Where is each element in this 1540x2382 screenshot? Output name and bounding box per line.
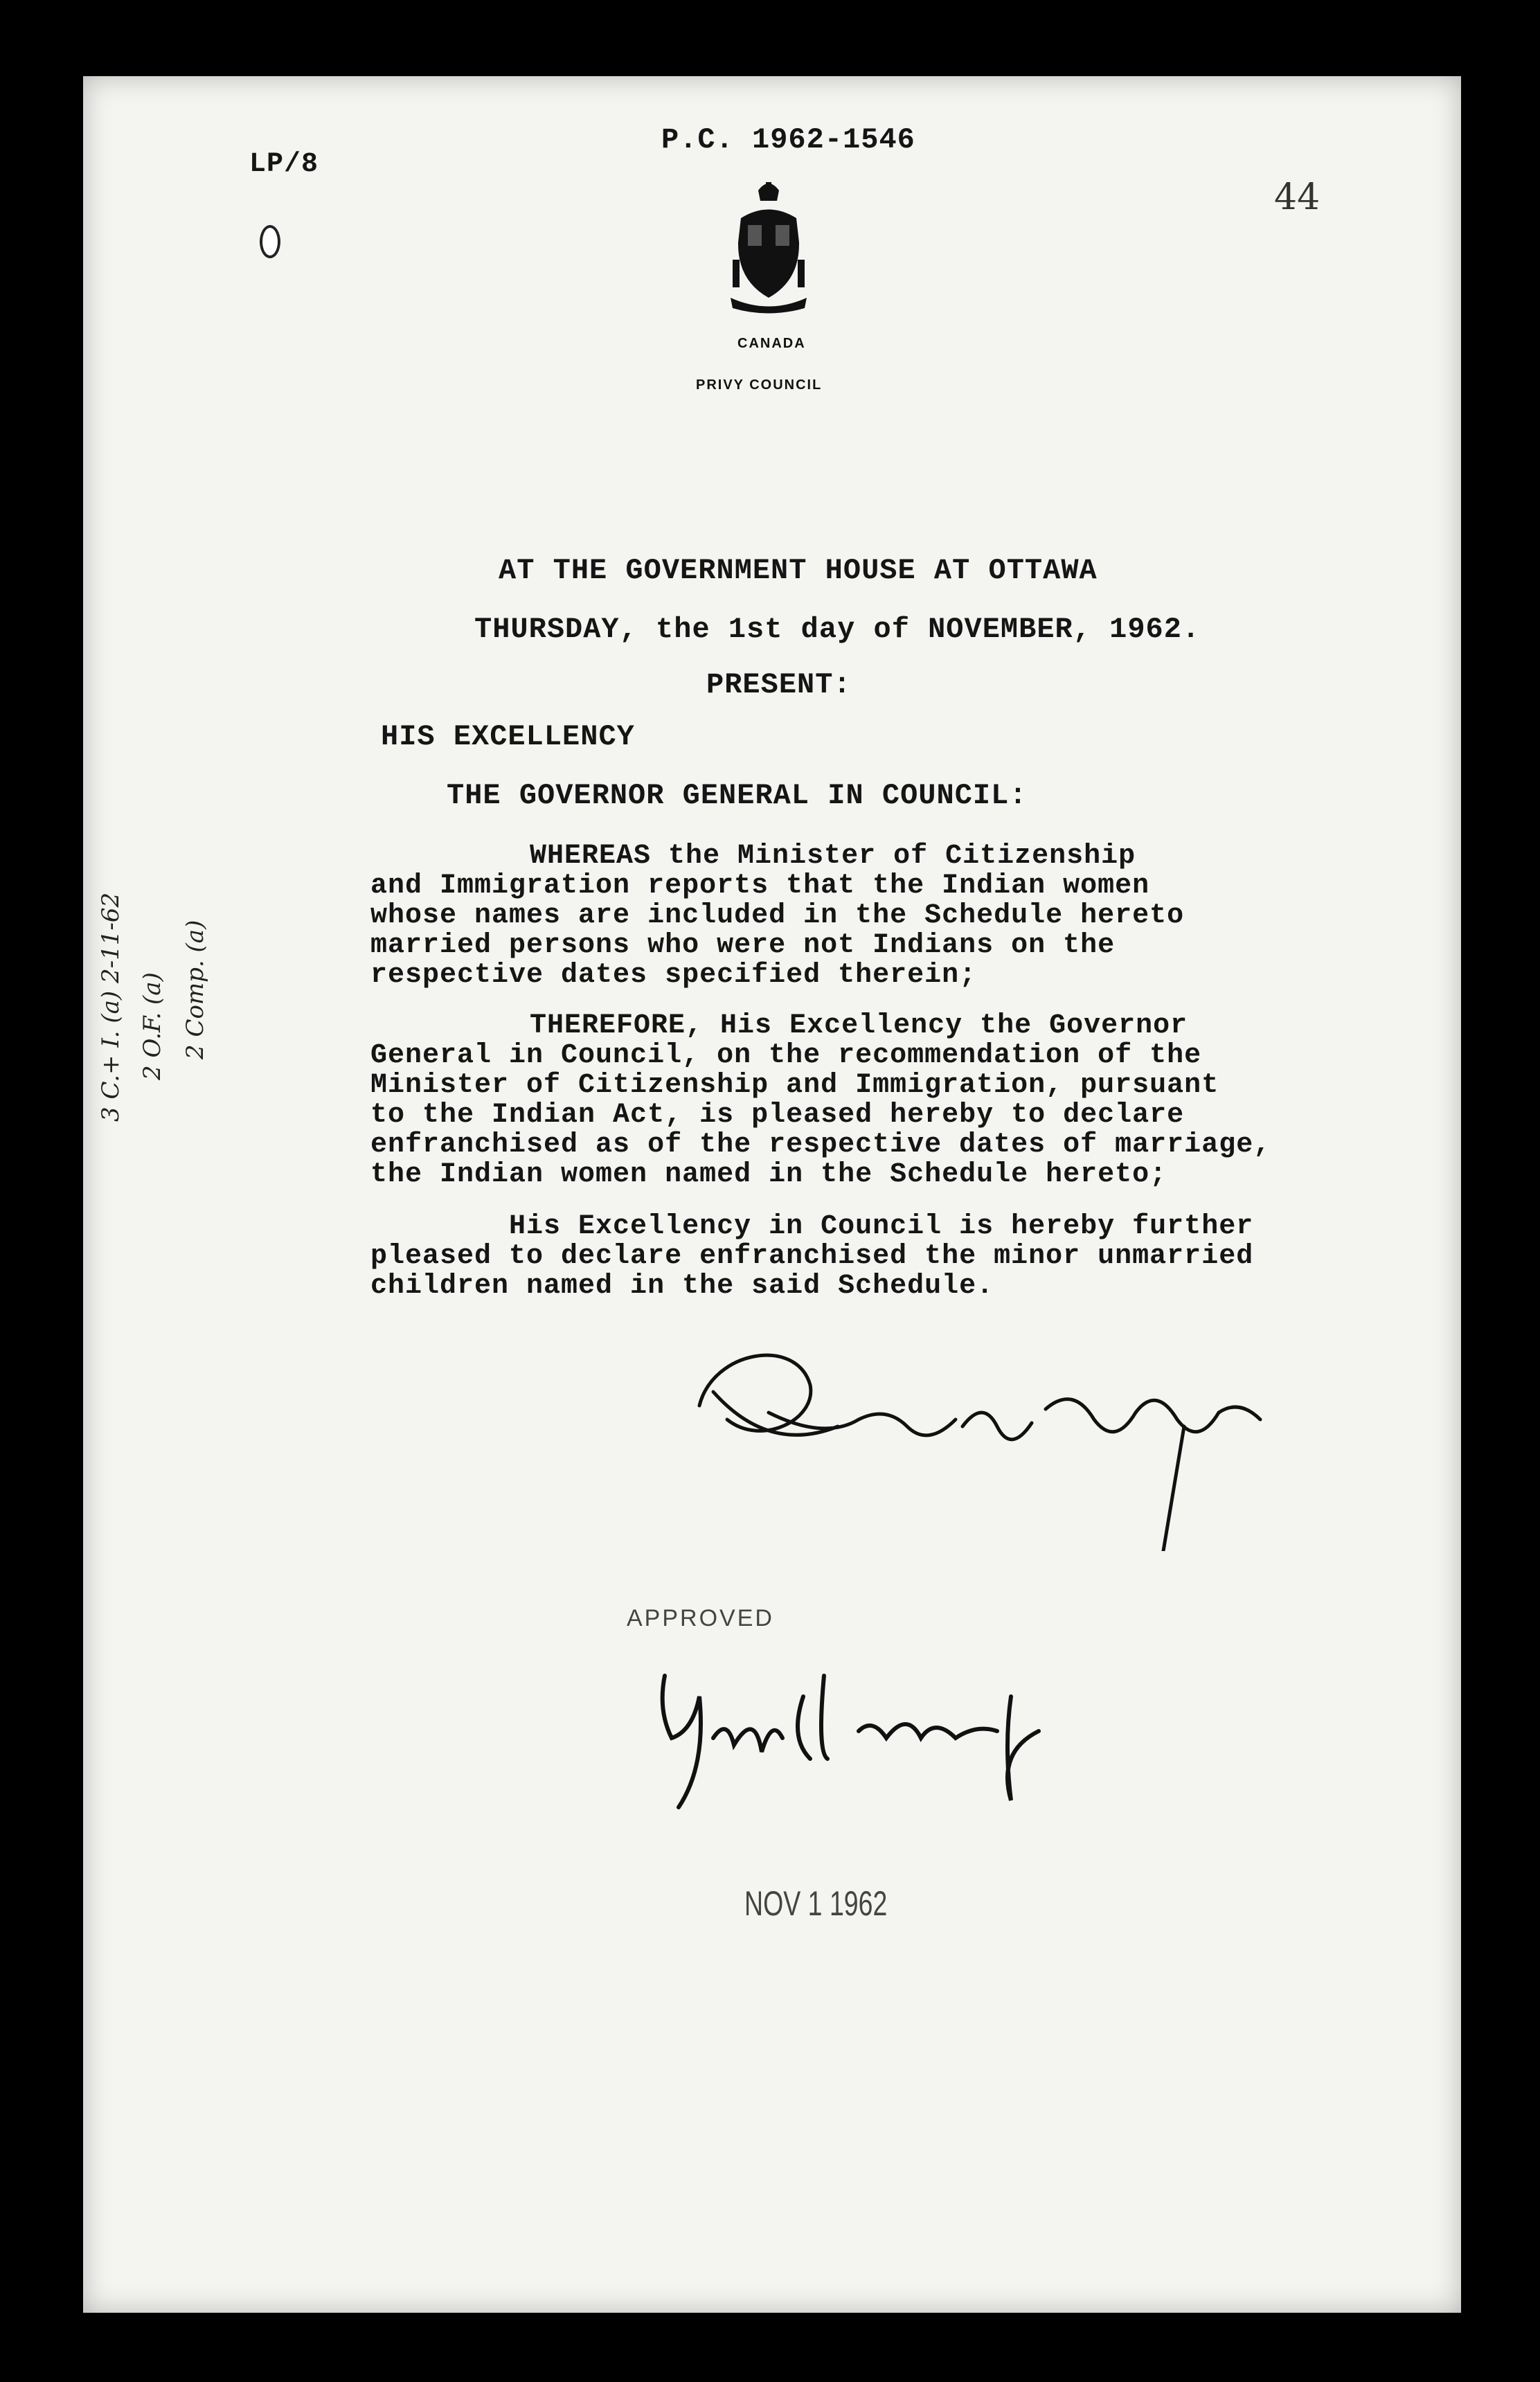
council-label: PRIVY COUNCIL	[696, 377, 823, 393]
location-heading: AT THE GOVERNMENT HOUSE AT OTTAWA	[499, 554, 1098, 587]
therefore-paragraph	[370, 1011, 1271, 1190]
signature-governor-general-stroke	[651, 1655, 1094, 1821]
page-number: 44	[1274, 177, 1320, 218]
margin-note-3: 2 Comp. (a)	[181, 920, 209, 1059]
margin-note-2: 2 O.F. (a)	[138, 972, 166, 1080]
date-line: THURSDAY, the 1st day of NOVEMBER, 1962.	[474, 613, 1201, 646]
document-page	[83, 76, 1461, 2313]
present-label: PRESENT:	[706, 668, 852, 701]
excellency-label: HIS EXCELLENCY	[381, 720, 635, 753]
whereas-lead: WHEREAS	[530, 841, 652, 872]
order-number: P.C. 1962-1546	[661, 123, 915, 156]
signature-governor-general	[651, 1655, 1094, 1821]
approved-label: APPROVED	[627, 1605, 774, 1631]
therefore-lead: THEREFORE,	[530, 1010, 704, 1041]
country-label: CANADA	[737, 336, 806, 351]
whereas-paragraph	[370, 841, 1184, 990]
date-stamp: NOV 1 1962	[744, 1884, 888, 1923]
coat-of-arms-emblem	[727, 177, 810, 315]
margin-note-1: 3 C.+ I. (a) 2-11-62	[97, 892, 125, 1122]
binder-hole	[260, 225, 280, 258]
signature-minister-stroke	[686, 1343, 1309, 1551]
further-paragraph: His Excellency in Council is hereby further pleased to declare enfranchised the minor unmarried children named in the said Schedule.	[370, 1211, 1254, 1302]
signature-minister	[686, 1343, 1309, 1551]
governor-label: THE GOVERNOR GENERAL IN COUNCIL:	[447, 779, 1028, 812]
file-code: LP/8	[249, 149, 319, 180]
therefore-text: His Excellency the Governor General in Council, on the recommendation of the Minister of Citizenship and Immigration, pursuant to the Indian Act, is pleased hereby to declare enfranchised as of the respective dates of marriage, the Indian women named in the Schedule hereto;	[370, 1010, 1271, 1190]
whereas-text: the Minister of Citizenship and Immigration reports that the Indian women whose names are included in the Schedule hereto married persons who were not Indians on the respective dates specified therein;	[370, 841, 1185, 991]
